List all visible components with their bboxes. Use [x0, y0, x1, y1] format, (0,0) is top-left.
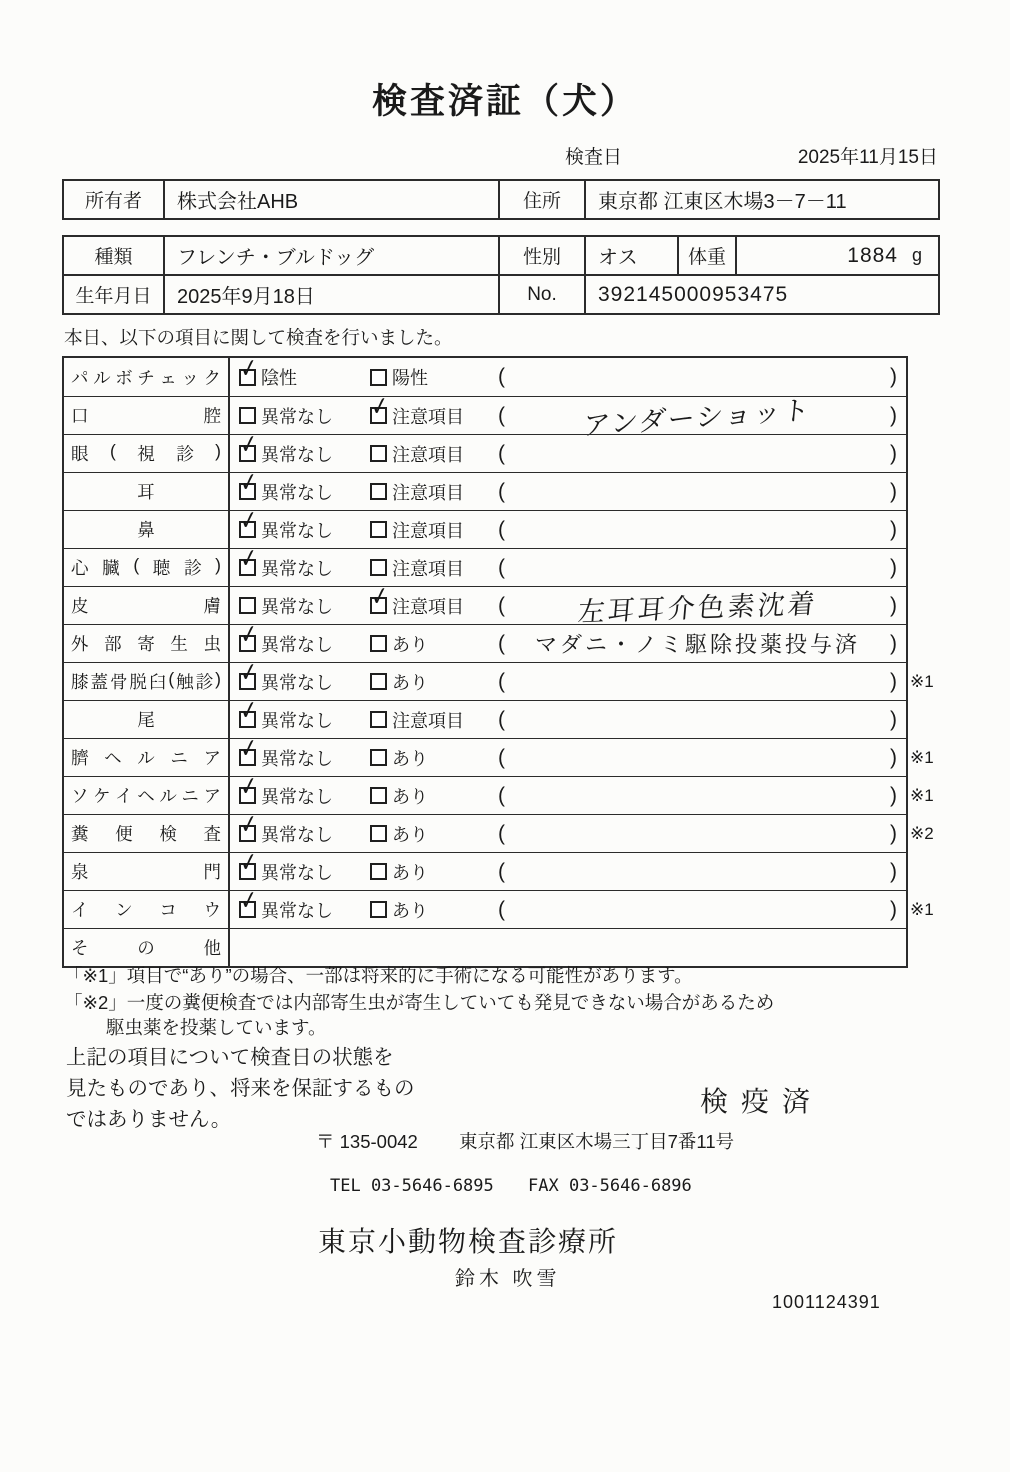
item-label: ソ ケ イ ヘ ル ニ ア: [71, 786, 221, 806]
disclaimer-line1: 上記の項目について検査日の状態を: [66, 1046, 394, 1069]
weight-unit: g: [911, 245, 922, 265]
option-normal: [238, 428, 370, 467]
item-result-cell: [230, 884, 906, 928]
row-eyes: [64, 428, 906, 472]
footnote-2-line1: 「※2」一度の糞便検査では内部寄生虫が寄生していても発見できない場合があるため: [64, 992, 775, 1013]
option-present: [370, 783, 498, 809]
checkbox-icon: [370, 369, 387, 386]
birth-no-row: [64, 274, 938, 313]
item-label-cell: [64, 549, 230, 586]
item-result-cell: [230, 770, 906, 814]
remarks-area: [498, 822, 906, 846]
handwritten-check-icon: ✓: [238, 428, 259, 462]
clinic-address-line: [316, 1128, 734, 1154]
item-label: そ の 他: [71, 938, 221, 958]
item-label: イ ン コ ウ: [71, 900, 221, 920]
handwritten-check-icon: ✓: [238, 618, 259, 652]
option-label: 異常なし: [261, 558, 333, 579]
paren-open: (: [498, 593, 505, 617]
disclaimer-text: [66, 1042, 415, 1135]
checkbox-icon: [369, 390, 390, 424]
remarks-area: [498, 394, 906, 442]
certificate-code: 1001124391: [772, 1292, 881, 1312]
clinic-postal-code: 〒 135-0042: [316, 1131, 418, 1152]
clinic-telfax-line: [330, 1176, 692, 1196]
paren-open: (: [498, 631, 505, 655]
remarks-area: [498, 365, 906, 389]
item-result-cell: [230, 504, 906, 548]
paren-close: ): [889, 403, 897, 427]
clinic-address: 東京都 江東区木場三丁目7番11号: [458, 1131, 735, 1152]
item-result-cell: [230, 618, 906, 662]
paren-close: ): [890, 479, 897, 503]
no-label: No.: [498, 276, 586, 313]
document-title: 検査済証（犬）: [371, 82, 638, 121]
remarks-text: マダニ・ノミ駆除投薬投与済: [534, 632, 860, 657]
remarks-area: [498, 746, 906, 770]
remarks-area: [498, 442, 906, 466]
remarks-area: [498, 860, 906, 884]
option-caution: [370, 479, 498, 505]
item-result-cell: [230, 390, 906, 442]
option-caution: [369, 580, 498, 619]
option-present: [370, 859, 498, 885]
checkbox-icon: [370, 825, 387, 842]
paren-open: (: [498, 479, 505, 503]
option-negative: [238, 352, 370, 390]
remarks-area: [498, 586, 906, 628]
handwritten-check-icon: ✓: [238, 542, 259, 576]
item-result-cell: [230, 580, 906, 628]
option-label: あり: [392, 786, 428, 807]
paren-close: ): [890, 365, 897, 388]
handwritten-check-icon: ✓: [238, 504, 259, 538]
item-label: 外 部 寄 生 虫: [71, 634, 221, 654]
option-label: 異常なし: [261, 520, 333, 541]
option-label: 異常なし: [261, 596, 333, 617]
paren-close: ): [889, 631, 897, 655]
remarks-area: [498, 898, 906, 922]
paren-close: ): [890, 441, 897, 465]
handwritten-remark: アンダーショット: [581, 394, 813, 442]
item-label: 眼 ( 視 診 ): [71, 441, 221, 464]
inspection-date-label: 検査日: [565, 147, 623, 168]
paren-open: (: [498, 745, 505, 769]
option-label: 異常なし: [261, 862, 333, 883]
owner-name: 株式会社AHB: [177, 191, 299, 213]
inspection-date-value: 2025年11月15日: [797, 147, 938, 168]
paren-open: (: [498, 783, 505, 807]
paren-open: (: [498, 403, 505, 427]
row-heart: [64, 542, 906, 586]
option-normal: [238, 884, 370, 923]
option-normal: [238, 618, 370, 657]
option-normal: [239, 593, 370, 619]
paren-open: (: [498, 365, 505, 388]
option-normal: [238, 656, 370, 695]
checkbox-icon: [238, 618, 259, 652]
option-label: 注意項目: [392, 558, 464, 579]
paren-close: ): [890, 517, 897, 541]
row-fontanelle: [64, 846, 906, 890]
no-value: 392145000953475: [598, 282, 789, 306]
option-label: 異常なし: [261, 482, 333, 503]
paren-close: ): [890, 745, 897, 769]
item-label: 鼻: [137, 520, 155, 540]
option-caution: [370, 441, 498, 467]
paren-open: (: [498, 669, 505, 693]
item-label-cell: [64, 435, 230, 472]
item-label: 皮 膚: [71, 596, 221, 616]
paren-close: ): [890, 707, 897, 731]
option-label: 陰性: [261, 368, 297, 388]
item-result-cell: [230, 466, 906, 510]
handwritten-check-icon: ✓: [238, 694, 259, 728]
option-label: 異常なし: [261, 634, 333, 655]
owner-address-label: 住所: [498, 181, 586, 218]
remarks-area: [498, 480, 906, 504]
checkbox-icon: [238, 466, 259, 500]
row-fecal-exam: [64, 808, 934, 852]
clinic-tel: TEL 03-5646-6895: [330, 1176, 494, 1196]
item-label-cell: [64, 739, 230, 776]
quarantine-passed-stamp: 検疫済: [700, 1086, 824, 1117]
paren-open: (: [498, 707, 505, 731]
row-inguinal-hernia: [64, 770, 934, 814]
footnote-ref: ※1: [910, 785, 934, 805]
option-normal: [238, 504, 370, 543]
footnote-ref: ※1: [910, 899, 934, 919]
footnote-2-line2: 駆虫薬を投薬しています。: [106, 1017, 327, 1038]
row-ectoparasites: [64, 618, 906, 662]
inspection-checklist-table: [62, 352, 934, 968]
paren-open: (: [498, 897, 505, 921]
item-label: 泉 門: [71, 862, 221, 882]
clinic-fax: FAX 03-5646-6896: [528, 1176, 692, 1196]
option-present: [370, 669, 498, 695]
checkbox-icon: [238, 542, 259, 576]
item-label: 耳: [137, 482, 155, 502]
option-label: あり: [392, 672, 428, 693]
paren-close: ): [890, 897, 897, 921]
option-label: 異常なし: [261, 786, 333, 807]
remarks-area: [498, 784, 906, 808]
remarks-area: [498, 708, 906, 732]
option-normal: [239, 403, 370, 429]
row-skin: [64, 580, 906, 628]
option-present: [370, 631, 498, 657]
weight-value: 1884: [847, 243, 898, 267]
breed-value: フレンチ・ブルドッグ: [177, 247, 375, 269]
item-label-cell: [64, 625, 230, 662]
option-label: 注意項目: [392, 710, 464, 731]
checkbox-icon: [370, 445, 387, 462]
breed-label: 種類: [64, 237, 165, 274]
handwritten-check-icon: ✓: [238, 770, 259, 804]
row-oral-cavity: [64, 390, 906, 442]
handwritten-check-icon: ✓: [238, 884, 259, 918]
intro-text: 本日、以下の項目に関して検査を行いました。: [64, 327, 453, 348]
checkbox-icon: [370, 711, 387, 728]
item-label-cell: [64, 929, 230, 966]
option-normal: [238, 694, 370, 733]
checkbox-icon: [238, 732, 259, 766]
paren-close: ): [890, 783, 897, 807]
checkbox-icon: [370, 787, 387, 804]
checkbox-icon: [370, 749, 387, 766]
option-normal: [238, 770, 370, 809]
checkbox-icon: [239, 597, 256, 614]
checkbox-icon: [238, 352, 259, 386]
item-label: 尾: [137, 710, 155, 730]
handwritten-check-icon: ✓: [238, 808, 259, 842]
option-label: 陽性: [392, 368, 428, 388]
option-label: 異常なし: [261, 444, 333, 465]
footnote-ref: ※1: [910, 671, 934, 691]
option-label: あり: [392, 900, 428, 921]
paren-open: (: [498, 859, 505, 883]
item-label-cell: [64, 587, 230, 624]
item-label-cell: [64, 891, 230, 928]
paren-open: (: [498, 821, 505, 845]
item-label: 心 臓 ( 聴 診 ): [71, 555, 221, 578]
animal-table: [62, 235, 940, 315]
owner-label: 所有者: [64, 181, 165, 218]
checkbox-icon: [370, 863, 387, 880]
checkbox-icon: [370, 901, 387, 918]
item-label: パ ル ボ チ ェ ッ ク: [71, 367, 221, 388]
option-label: 注意項目: [392, 444, 464, 465]
item-label: 臍 ヘ ル ニ ア: [71, 748, 221, 768]
weight-label: 体重: [677, 237, 737, 274]
checkbox-icon: [238, 770, 259, 804]
item-label-cell: [64, 473, 230, 510]
option-label: 異常なし: [261, 672, 333, 693]
paren-close: ): [890, 859, 897, 883]
option-normal: [238, 466, 370, 505]
row-patellar-luxation: [64, 656, 934, 700]
item-result-cell: [230, 846, 906, 890]
option-normal: [238, 732, 370, 771]
paren-close: ): [890, 593, 897, 617]
paren-close: ): [890, 821, 897, 845]
option-caution: [370, 517, 498, 543]
owner-address: 東京都 江東区木場3－7－11: [598, 191, 847, 213]
option-caution: [369, 390, 498, 429]
option-normal: [238, 846, 370, 885]
option-normal: [238, 542, 370, 581]
item-label-cell: [64, 663, 230, 700]
owner-table: [62, 179, 940, 220]
handwritten-check-icon: ✓: [238, 352, 259, 385]
paren-open: (: [498, 517, 505, 541]
item-label-cell: [64, 701, 230, 738]
item-label-cell: [64, 511, 230, 548]
row-tail: [64, 694, 906, 738]
option-label: 注意項目: [392, 482, 464, 503]
option-label: あり: [392, 824, 428, 845]
breed-sex-weight-row: [64, 237, 938, 274]
row-umbilical-hernia: [64, 732, 934, 776]
item-label: 口 腔: [71, 406, 221, 426]
item-result-cell: [230, 428, 906, 472]
paren-open: (: [498, 555, 505, 579]
footnote-ref: ※1: [910, 747, 934, 767]
option-caution: [370, 555, 498, 581]
option-label: 異常なし: [261, 710, 333, 731]
row-inkou: [64, 884, 934, 928]
checkbox-icon: [239, 407, 256, 424]
remarks-area: [498, 556, 906, 580]
handwritten-check-icon: ✓: [238, 466, 259, 500]
clinic-name: 東京小動物検査診療所: [318, 1226, 619, 1257]
checkbox-icon: [238, 846, 259, 880]
row-other: [64, 928, 906, 966]
item-label-cell: [64, 777, 230, 814]
remarks-area: [498, 518, 906, 542]
option-label: 注意項目: [392, 406, 464, 427]
option-present: [370, 897, 498, 923]
item-label-cell: [64, 815, 230, 852]
checkbox-icon: [238, 884, 259, 918]
checkbox-icon: [370, 673, 387, 690]
handwritten-check-icon: ✓: [238, 846, 259, 880]
option-label: 異常なし: [261, 406, 333, 427]
option-label: 注意項目: [392, 596, 464, 617]
checkbox-icon: [238, 504, 259, 538]
item-result-cell-empty: [230, 929, 906, 966]
option-label: 異常なし: [261, 748, 333, 769]
paren-open: (: [498, 441, 505, 465]
paren-close: ): [890, 555, 897, 579]
item-label-cell: [64, 358, 230, 396]
item-label: 膝 蓋 骨 脱 臼 ( 触 診 ): [71, 669, 221, 692]
disclaimer-line3: ではありません。: [66, 1108, 232, 1131]
remarks-area: [498, 628, 906, 659]
item-result-cell: [230, 542, 906, 586]
remarks-area: [498, 670, 906, 694]
item-result-cell: [230, 694, 906, 738]
handwritten-check-icon: ✓: [369, 580, 390, 614]
paren-close: ): [890, 669, 897, 693]
handwritten-remark: 左耳耳介色素沈着: [576, 588, 819, 628]
checkbox-icon: [238, 428, 259, 462]
item-label: 糞 便 検 査: [71, 824, 221, 844]
option-positive: [370, 364, 498, 390]
checkbox-icon: [238, 694, 259, 728]
item-label-cell: [64, 397, 230, 434]
option-present: [370, 745, 498, 771]
disclaimer-line2: 見たものであり、将来を保証するもの: [66, 1077, 415, 1100]
option-label: あり: [392, 862, 428, 883]
sex-value: オス: [598, 247, 638, 269]
option-label: 注意項目: [392, 520, 464, 541]
option-label: あり: [392, 748, 428, 769]
checkbox-icon: [370, 635, 387, 652]
owner-row: [64, 181, 938, 218]
veterinarian-name: 鈴木 吹雪: [455, 1268, 561, 1290]
row-nose: [64, 504, 906, 548]
birthdate-value: 2025年9月18日: [177, 286, 315, 308]
row-ears: [64, 466, 906, 510]
inspection-date-row: [565, 142, 938, 169]
option-present: [370, 821, 498, 847]
handwritten-check-icon: ✓: [238, 732, 259, 766]
footnote-ref: ※2: [910, 823, 934, 843]
checkbox-icon: [370, 559, 387, 576]
checkbox-icon: [370, 483, 387, 500]
item-result-cell: [230, 732, 906, 776]
option-label: 異常なし: [261, 824, 333, 845]
checkbox-icon: [238, 656, 259, 690]
checkbox-icon: [238, 808, 259, 842]
option-normal: [238, 808, 370, 847]
checkbox-icon: [369, 580, 390, 614]
checkbox-icon: [370, 521, 387, 538]
item-result-cell: [230, 656, 906, 700]
sex-label: 性別: [498, 237, 586, 274]
handwritten-check-icon: ✓: [238, 656, 259, 690]
option-caution: [370, 707, 498, 733]
handwritten-check-icon: ✓: [369, 390, 390, 424]
option-label: あり: [392, 634, 428, 655]
birthdate-label: 生年月日: [64, 276, 165, 313]
option-label: 異常なし: [261, 900, 333, 921]
footnote-1: 「※1」項目で“あり”の場合、一部は将来的に手術になる可能性があります。: [64, 965, 693, 986]
item-label-cell: [64, 853, 230, 890]
item-result-cell: [230, 808, 906, 852]
weight-cell: [737, 237, 938, 274]
